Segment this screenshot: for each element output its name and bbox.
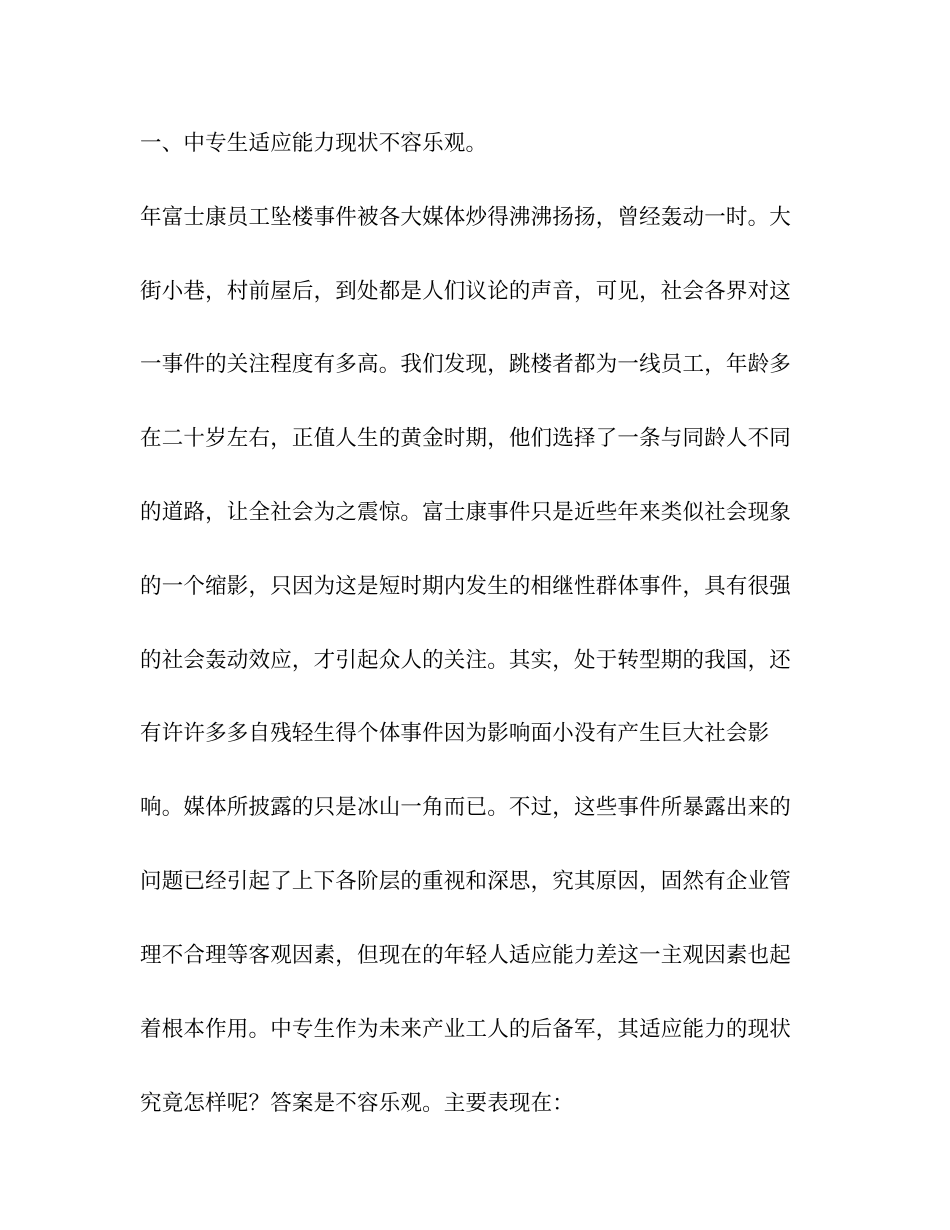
paragraph-line: 问题已经引起了上下各阶层的重视和深思，究其原因，固然有企业管 [140, 869, 792, 894]
paragraph-line: 响。媒体所披露的只是冰山一角而已。不过，这些事件所暴露出来的 [140, 795, 792, 820]
paragraph-line: 有许许多多自残轻生得个体事件因为影响面小没有产生巨大社会影 [140, 721, 770, 746]
paragraph-line: 一事件的关注程度有多高。我们发现，跳楼者都为一线员工，年龄多 [140, 352, 792, 377]
paragraph-line: 年富士康员工坠楼事件被各大媒体炒得沸沸扬扬，曾经轰动一时。大 [140, 205, 792, 230]
paragraph-line: 街小巷，村前屋后，到处都是人们议论的声音，可见，社会各界对这 [140, 279, 792, 304]
paragraph-line: 的社会轰动效应，才引起众人的关注。其实，处于转型期的我国，还 [140, 648, 792, 673]
paragraph-line: 的一个缩影，只因为这是短时期内发生的相继性群体事件，具有很强 [140, 574, 792, 599]
paragraph-line: 着根本作用。中专生作为未来产业工人的后备军，其适应能力的现状 [140, 1017, 792, 1042]
paragraph-line: 理不合理等客观因素，但现在的年轻人适应能力差这一主观因素也起 [140, 943, 792, 968]
paragraph-line: 在二十岁左右，正值人生的黄金时期，他们选择了一条与同龄人不同 [140, 426, 792, 451]
section-heading: 一、中专生适应能力现状不容乐观。 [140, 131, 488, 156]
paragraph-line: 的道路，让全社会为之震惊。富士康事件只是近些年来类似社会现象 [140, 500, 792, 525]
paragraph-line: 究竟怎样呢？答案是不容乐观。主要表现在： [140, 1091, 575, 1116]
